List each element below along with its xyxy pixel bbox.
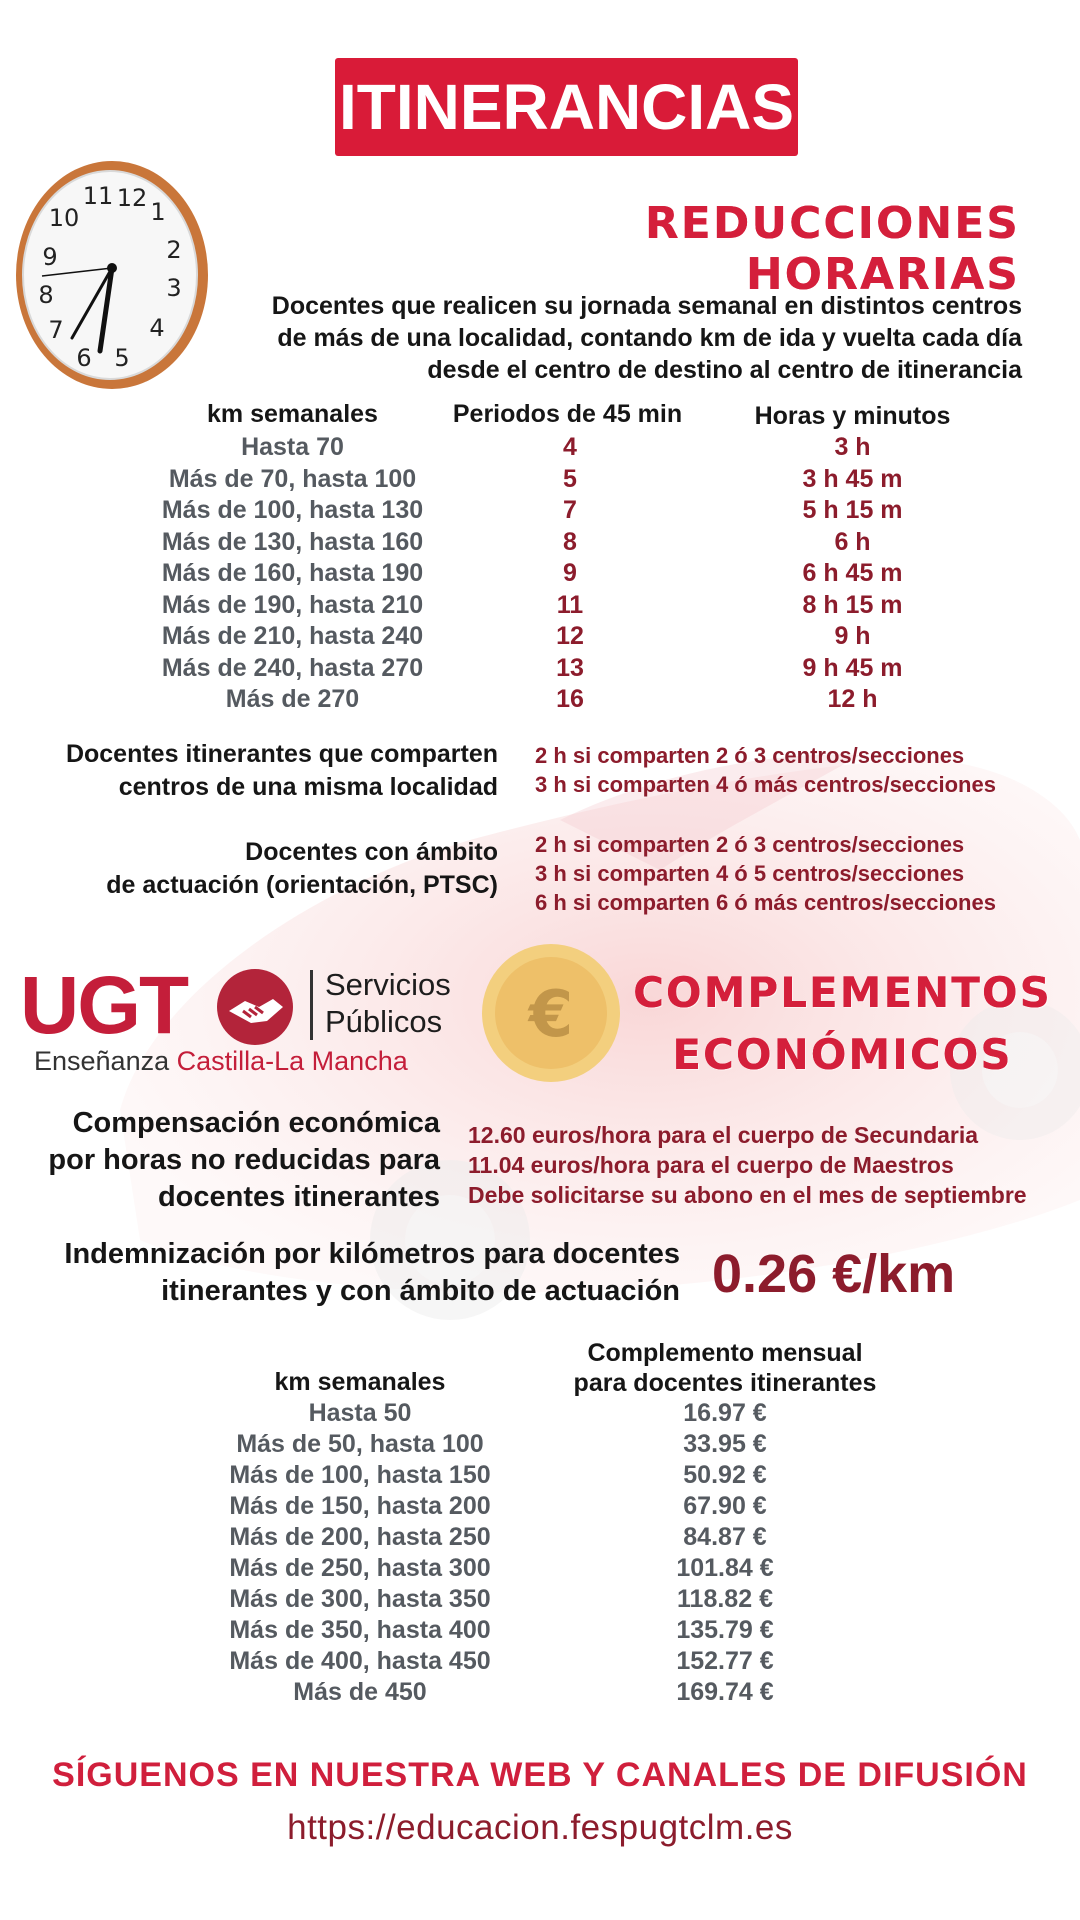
compensacion-values [468,1120,1027,1210]
table-cell-km: Más de 240, hasta 270 [161,653,424,682]
table-cell-horas: 9 h [834,622,871,650]
table-cell-importe: 135.79 € [676,1616,774,1644]
indemnizacion-value: 0.26 €/km [712,1244,956,1304]
table-cell-importe: 84.87 € [683,1523,767,1551]
page-title: ITINERANCIAS [338,71,795,143]
column-header-km: km semanales [207,400,378,428]
value-line: Debe solicitarse su abono en el mes de septiembre [468,1182,1027,1208]
column-header-periodos: Periodos de 45 min [452,400,683,428]
table-cell-km: Más de 150, hasta 200 [229,1492,491,1520]
table-cell-periodos: 5 [563,464,577,493]
svg-text:9: 9 [42,243,58,271]
coin-symbol: € [528,978,574,1052]
label-line: itinerantes y con ámbito de actuación [161,1275,680,1307]
ugt-wordmark: UGT [20,960,188,1051]
table-cell-km: Hasta 70 [241,433,344,461]
logo-services [325,966,451,1040]
table-cell-periodos: 11 [556,590,584,619]
table-cell-importe: 118.82 € [677,1585,773,1613]
logo-line: Públicos [325,1004,443,1039]
ambito-label [20,836,498,902]
intro-line: desde el centro de destino al centro de itinerancia [427,356,1022,384]
label-line: Docentes itinerantes que comparten [65,740,498,768]
complementos-heading [630,962,1055,1086]
table-cell-horas: 6 h [834,527,871,556]
table-cell-periodos: 8 [563,527,577,556]
table-cell-km: Más de 190, hasta 210 [161,590,424,619]
value-line: 3 h si comparten 4 ó 5 centros/secciones [535,861,965,886]
euro-coin-icon [480,942,622,1084]
svg-text:12: 12 [116,184,148,212]
clock-icon [12,158,212,392]
table2-column-importe [620,1398,830,1708]
heading-line: COMPLEMENTOS [633,968,1052,1017]
table-cell-periodos: 13 [556,653,584,682]
table2-column-km [195,1398,525,1708]
label-line: de actuación (orientación, PTSC) [106,871,498,899]
intro-line: de más de una localidad, contando km de ida y vuelta cada día [277,324,1022,352]
table-column-km [125,432,460,716]
svg-text:7: 7 [48,316,64,344]
table-cell-km: Más de 210, hasta 240 [161,622,424,650]
intro-line: Docentes que realicen su jornada semanal en distintos centros [271,292,1022,320]
label-line: docentes itinerantes [157,1181,440,1213]
table-cell-periodos: 16 [556,685,584,713]
value-line: 2 h si comparten 2 ó 3 centros/secciones [535,832,965,857]
logo-region: Castilla-La Mancha [176,1046,408,1076]
table-cell-horas: 3 h [834,433,871,461]
svg-text:1: 1 [150,198,166,226]
table-cell-km: Más de 270 [225,685,360,713]
misma-localidad-label [20,738,498,804]
table-cell-importe: 50.92 € [683,1461,767,1489]
table-cell-importe: 67.90 € [683,1492,767,1520]
table-cell-periodos: 7 [563,496,577,524]
label-line: por horas no reducidas para [48,1144,440,1176]
svg-text:10: 10 [48,204,80,232]
label-line: centros de una misma localidad [118,773,498,801]
table-column-horas [730,432,975,716]
table-cell-periodos: 12 [556,622,584,650]
table-cell-km: Más de 350, hasta 400 [229,1616,491,1644]
table-cell-importe: 152.77 € [676,1647,774,1675]
value-line: 12.60 euros/hora para el cuerpo de Secundaria [468,1122,979,1148]
table-cell-km: Más de 300, hasta 350 [229,1585,491,1613]
table-cell-horas: 9 h 45 m [802,653,903,682]
column-header-complemento [560,1338,890,1398]
reducciones-heading: REDUCCIONES HORARIAS [644,198,1020,300]
value-line: 6 h si comparten 6 ó más centros/secciones [535,890,996,915]
svg-text:5: 5 [114,344,130,372]
table-cell-km: Más de 400, hasta 450 [229,1647,491,1675]
ambito-values [535,830,996,917]
label-line: Compensación económica [72,1107,440,1139]
misma-localidad-values [535,741,996,799]
value-line: 3 h si comparten 4 ó más centros/secciones [535,772,996,797]
svg-text:4: 4 [149,314,165,342]
heading-line: ECONÓMICOS [672,1030,1013,1079]
logo-ensenanza: Enseñanza [34,1046,170,1076]
column-header-km-2: km semanales [274,1368,446,1396]
table-cell-km: Más de 70, hasta 100 [168,464,417,493]
table-cell-periodos: 4 [563,433,577,461]
table-column-periodos [520,432,620,716]
svg-text:11: 11 [82,182,114,210]
indemnizacion-label [30,1236,680,1310]
header-line: para docentes itinerantes [573,1369,877,1397]
table-cell-km: Más de 160, hasta 190 [161,559,424,587]
table-cell-km: Más de 200, hasta 250 [229,1523,491,1551]
column-header-horas: Horas y minutos [754,402,951,430]
table-cell-importe: 101.84 € [676,1554,774,1582]
value-line: 2 h si comparten 2 ó 3 centros/secciones [535,743,965,768]
table-cell-km: Más de 450 [293,1678,427,1706]
table-cell-importe: 16.97 € [683,1399,767,1427]
table-cell-horas: 5 h 15 m [802,496,903,524]
table-cell-horas: 3 h 45 m [802,464,903,493]
title-banner [335,58,798,156]
table-cell-horas: 6 h 45 m [802,559,903,587]
value-line: 11.04 euros/hora para el cuerpo de Maestros [468,1152,954,1178]
table-cell-periodos: 9 [563,559,577,587]
handshake-icon [215,967,295,1047]
svg-text:3: 3 [166,274,182,302]
table-cell-horas: 12 h [827,685,878,713]
header-line: Complemento mensual [587,1339,863,1367]
logo-subtitle [34,1046,408,1077]
table-cell-km: Hasta 50 [308,1399,412,1427]
footer-url-link[interactable]: https://educacion.fespugtclm.es [287,1808,793,1847]
table-cell-km: Más de 250, hasta 300 [229,1554,491,1582]
table-cell-importe: 33.95 € [683,1430,767,1458]
ugt-logo [20,960,465,1076]
svg-text:8: 8 [38,281,54,309]
footer-cta: SÍGUENOS EN NUESTRA WEB Y CANALES DE DIFUSIÓN [52,1756,1028,1794]
label-line: Indemnización por kilómetros para docentes [64,1238,680,1270]
table-cell-km: Más de 130, hasta 160 [161,527,424,556]
svg-text:2: 2 [166,236,182,264]
logo-line: Servicios [325,967,451,1002]
logo-divider [310,970,313,1040]
label-line: Docentes con ámbito [245,838,498,866]
table-cell-km: Más de 100, hasta 130 [161,496,424,524]
intro-text [200,290,1022,386]
table-cell-km: Más de 50, hasta 100 [236,1430,484,1458]
table-cell-horas: 8 h 15 m [802,590,903,619]
compensacion-label [20,1105,440,1216]
svg-text:6: 6 [76,344,92,372]
table-cell-importe: 169.74 € [676,1678,774,1706]
table-cell-km: Más de 100, hasta 150 [229,1461,491,1489]
